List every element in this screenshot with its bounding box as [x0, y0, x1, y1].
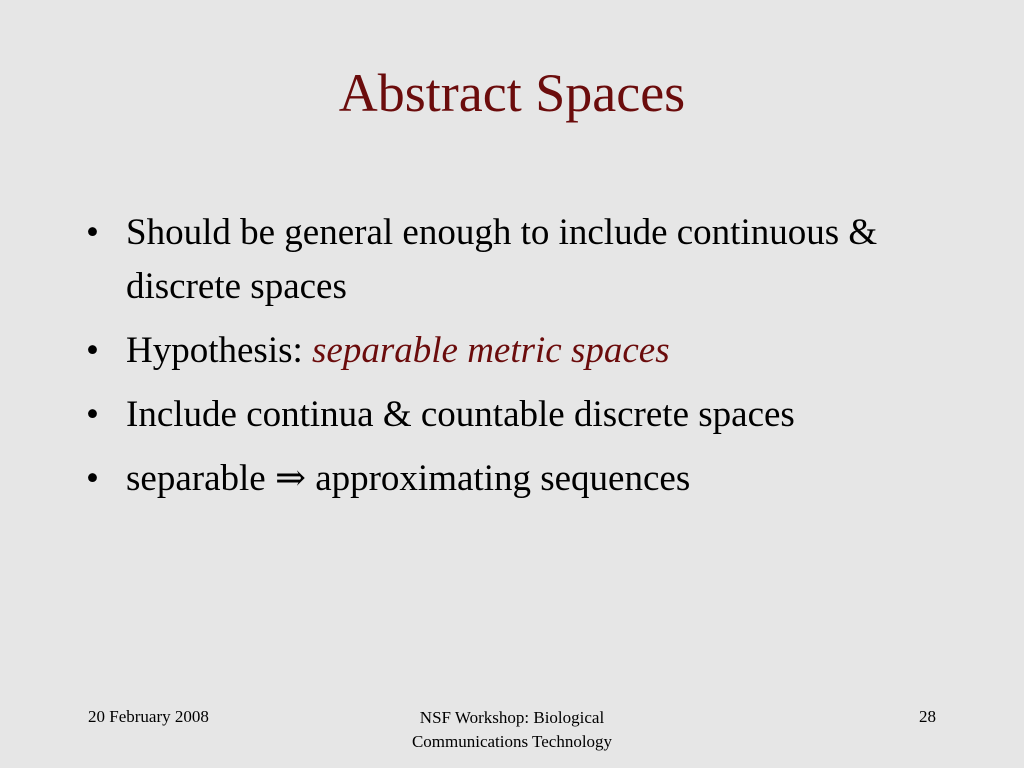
- bullet-text: Include continua & countable discrete spaces: [126, 394, 795, 435]
- footer-event: [362, 706, 662, 754]
- slide-title: Abstract Spaces: [338, 63, 686, 123]
- bullet-icon: •: [86, 212, 99, 253]
- bullet-list: [86, 206, 906, 516]
- bullet-item: [86, 324, 906, 378]
- slide-number: 28: [919, 707, 936, 726]
- footer-event-line1: NSF Workshop: Biological: [419, 708, 605, 727]
- footer-event-line2: Communications Technology: [411, 732, 613, 751]
- bullet-item: [86, 388, 906, 442]
- bullet-item: [86, 452, 906, 506]
- bullet-text: separable ⇒ approximating sequences: [126, 458, 691, 499]
- bullet-emphasis: separable metric spaces: [312, 330, 670, 371]
- footer-date: 20 February 2008: [88, 707, 209, 726]
- bullet-text: Should be general enough to include continuous & discrete spaces: [126, 212, 878, 307]
- bullet-icon: •: [86, 458, 99, 499]
- bullet-item: [86, 206, 906, 314]
- bullet-text: Hypothesis:: [126, 330, 313, 371]
- bullet-icon: •: [86, 330, 99, 371]
- bullet-icon: •: [86, 394, 99, 435]
